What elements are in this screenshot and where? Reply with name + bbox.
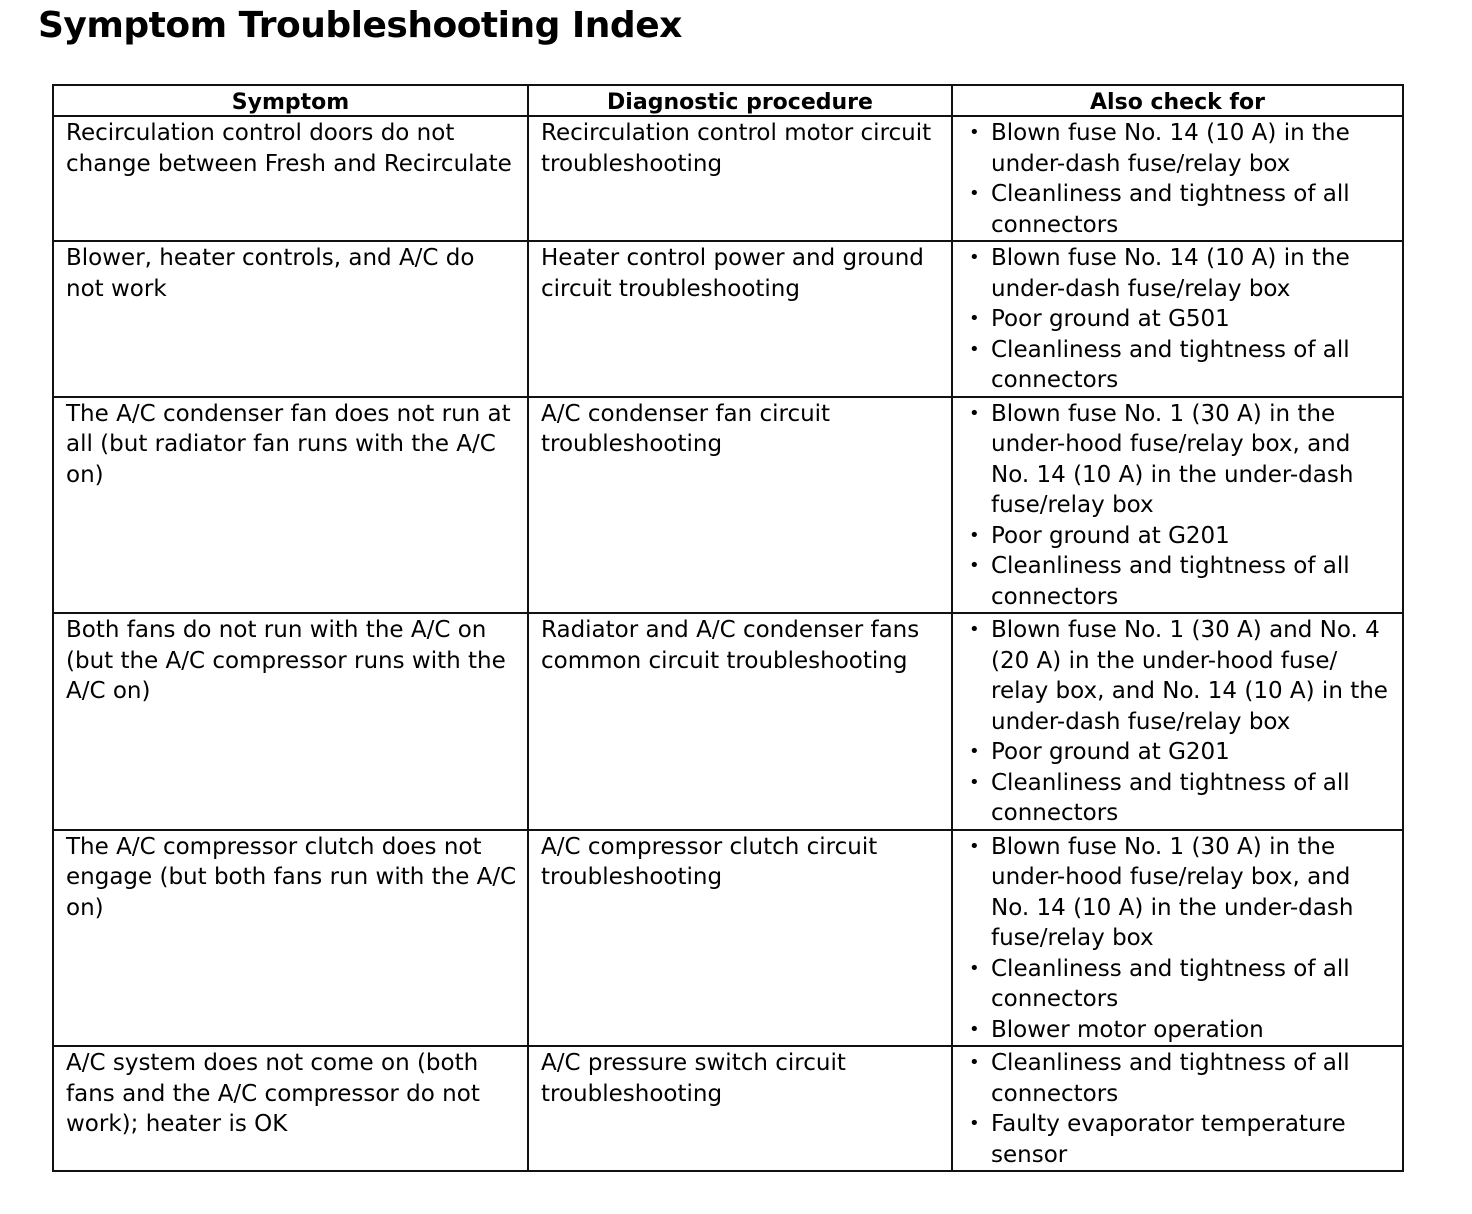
header-symptom: Symptom	[53, 85, 528, 116]
check-item: • Faulty evaporator temperature sensor	[991, 1109, 1394, 1170]
checks-cell	[952, 1046, 1403, 1171]
troubleshooting-table	[52, 84, 1404, 1172]
checks-cell	[952, 830, 1403, 1047]
check-list	[965, 1048, 1394, 1170]
page-title: Symptom Troubleshooting Index	[38, 5, 682, 46]
check-item: • Cleanliness and tightness of all connectors	[991, 1048, 1394, 1109]
check-item: • Cleanliness and tightness of all connectors	[991, 768, 1394, 829]
check-list	[965, 832, 1394, 1046]
table-row	[53, 1046, 1403, 1171]
symptom-cell: Blower, heater controls, and A/C do not work	[53, 241, 528, 397]
checks-cell	[952, 116, 1403, 241]
check-item: • Blown fuse No. 1 (30 A) in the under-hood fuse/relay box, and No. 14 (10 A) in the under-dash fuse/relay box	[991, 832, 1394, 954]
check-item: • Blown fuse No. 1 (30 A) in the under-hood fuse/relay box, and No. 14 (10 A) in the under-dash fuse/relay box	[991, 399, 1394, 521]
check-item: • Blown fuse No. 14 (10 A) in the under-dash fuse/relay box	[991, 118, 1394, 179]
check-item: • Blown fuse No. 14 (10 A) in the under-dash fuse/relay box	[991, 243, 1394, 304]
check-list	[965, 118, 1394, 240]
symptom-cell: A/C system does not come on (both fans and the A/C compressor do not work); heater is OK	[53, 1046, 528, 1171]
troubleshooting-table-wrapper	[52, 84, 1402, 1172]
check-list	[965, 243, 1394, 396]
check-item: • Blower motor operation	[991, 1015, 1394, 1046]
table-row	[53, 830, 1403, 1047]
checks-cell	[952, 613, 1403, 830]
check-list	[965, 399, 1394, 613]
table-row	[53, 613, 1403, 830]
table-row	[53, 116, 1403, 241]
check-item: • Poor ground at G201	[991, 521, 1394, 552]
check-item: • Poor ground at G501	[991, 304, 1394, 335]
procedure-cell: A/C condenser fan circuit troubleshooting	[528, 397, 952, 614]
procedure-cell: A/C pressure switch circuit troubleshooting	[528, 1046, 952, 1171]
procedure-cell: A/C compressor clutch circuit troubleshooting	[528, 830, 952, 1047]
symptom-cell: Both fans do not run with the A/C on (but the A/C compressor runs with the A/C on)	[53, 613, 528, 830]
check-item: • Cleanliness and tightness of all connectors	[991, 335, 1394, 396]
procedure-cell: Radiator and A/C condenser fans common circuit troubleshooting	[528, 613, 952, 830]
symptom-cell: The A/C compressor clutch does not engage (but both fans run with the A/C on)	[53, 830, 528, 1047]
checks-cell	[952, 397, 1403, 614]
symptom-cell: The A/C condenser fan does not run at all (but radiator fan runs with the A/C on)	[53, 397, 528, 614]
table-header-row	[53, 85, 1403, 116]
table-row	[53, 397, 1403, 614]
procedure-cell: Recirculation control motor circuit troubleshooting	[528, 116, 952, 241]
check-item: • Cleanliness and tightness of all connectors	[991, 954, 1394, 1015]
procedure-cell: Heater control power and ground circuit troubleshooting	[528, 241, 952, 397]
check-item: • Poor ground at G201	[991, 737, 1394, 768]
header-diagnostic-procedure: Diagnostic procedure	[528, 85, 952, 116]
checks-cell	[952, 241, 1403, 397]
table-row	[53, 241, 1403, 397]
check-list	[965, 615, 1394, 829]
check-item: • Cleanliness and tightness of all connectors	[991, 551, 1394, 612]
check-item: • Blown fuse No. 1 (30 A) and No. 4 (20 A) in the under-hood fuse/ relay box, and No. 14 (10 A) in the under-dash fuse/relay box	[991, 615, 1394, 737]
symptom-cell: Recirculation control doors do not change between Fresh and Recirculate	[53, 116, 528, 241]
check-item: • Cleanliness and tightness of all connectors	[991, 179, 1394, 240]
header-also-check-for: Also check for	[952, 85, 1403, 116]
